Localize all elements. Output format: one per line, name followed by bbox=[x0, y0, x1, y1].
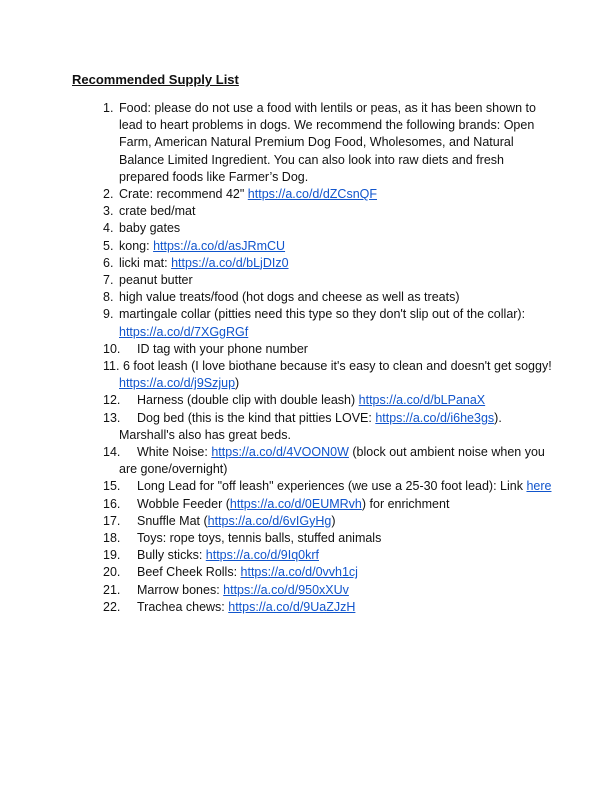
item-text: kong: bbox=[119, 238, 154, 253]
item-text: Long Lead for "off leash" experiences (we use a 25-30 foot lead): Link bbox=[137, 479, 527, 494]
list-item bbox=[72, 306, 552, 340]
item-number: 11. bbox=[103, 359, 120, 374]
list-item bbox=[72, 513, 552, 530]
item-text: Crate: recommend 42" bbox=[119, 187, 248, 202]
list-item bbox=[72, 547, 552, 564]
item-link[interactable]: https://a.co/d/0EUMRvh bbox=[229, 496, 362, 511]
item-link[interactable]: https://a.co/d/asJRmCU bbox=[153, 238, 286, 253]
item-text: Trachea chews: bbox=[137, 599, 229, 614]
item-number: 1. bbox=[103, 101, 114, 115]
item-number: 21. bbox=[103, 582, 121, 597]
item-text: high value treats/food (hot dogs and cheese as well as treats) bbox=[119, 290, 460, 305]
item-link[interactable]: https://a.co/d/9Iq0krf bbox=[205, 548, 320, 563]
item-link[interactable]: https://a.co/d/9UaZJzH bbox=[228, 599, 356, 614]
list-item bbox=[72, 100, 552, 186]
item-number: 3. bbox=[103, 204, 114, 219]
list-item bbox=[72, 255, 552, 272]
item-number: 9. bbox=[103, 307, 114, 322]
item-link[interactable]: https://a.co/d/4VOON0W bbox=[211, 445, 349, 460]
item-link[interactable]: here bbox=[526, 479, 552, 494]
item-number: 10. bbox=[103, 341, 121, 356]
item-number: 8. bbox=[103, 290, 114, 305]
list-item bbox=[72, 220, 552, 237]
item-text: ID tag with your phone number bbox=[137, 341, 308, 356]
item-number: 4. bbox=[103, 221, 114, 236]
list-item bbox=[72, 496, 552, 513]
item-number: 2. bbox=[103, 187, 114, 202]
item-text: White Noise: bbox=[137, 445, 212, 460]
item-number: 12. bbox=[103, 393, 121, 408]
item-number: 18. bbox=[103, 531, 121, 546]
item-number: 15. bbox=[103, 479, 121, 494]
item-text: 6 foot leash (I love biothane because it's easy to clean and doesn't get soggy! bbox=[123, 359, 552, 374]
item-link[interactable]: https://a.co/d/6vIGyHg bbox=[207, 513, 332, 528]
list-item bbox=[72, 272, 552, 289]
item-text-after: ) bbox=[235, 376, 240, 391]
item-number: 14. bbox=[103, 445, 121, 460]
item-text: Food: please do not use a food with lentils or peas, as it has been shown to lead to heart problems in dogs. We recommend the following brands: Open Farm, American Natural Premium Dog Food, Wholesomes, and Natural Balance Limited Ingredient. You can also look into raw diets and fresh prepared foods like Farmer’s Dog. bbox=[119, 101, 536, 184]
list-item bbox=[72, 341, 552, 358]
list-item bbox=[72, 599, 552, 616]
item-text: Bully sticks: bbox=[137, 548, 206, 563]
list-item bbox=[72, 289, 552, 306]
item-text: Marrow bones: bbox=[137, 582, 224, 597]
item-text: peanut butter bbox=[119, 273, 193, 288]
item-link[interactable]: https://a.co/d/bLjDIz0 bbox=[171, 255, 289, 270]
list-item bbox=[72, 238, 552, 255]
list-item bbox=[72, 410, 552, 444]
item-text: martingale collar (pitties need this type so they don't slip out of the collar): bbox=[119, 307, 526, 322]
list-item bbox=[72, 203, 552, 220]
item-number: 22. bbox=[103, 599, 121, 614]
item-number: 16. bbox=[103, 496, 121, 511]
list-item bbox=[72, 530, 552, 547]
item-text: Toys: rope toys, tennis balls, stuffed animals bbox=[137, 531, 382, 546]
item-text-after: ). Marshall's also has great beds. bbox=[119, 410, 502, 442]
list-item bbox=[72, 444, 552, 478]
item-number: 7. bbox=[103, 273, 114, 288]
item-text: Snuffle Mat ( bbox=[137, 513, 208, 528]
item-text: Wobble Feeder ( bbox=[137, 496, 230, 511]
list-item bbox=[72, 186, 552, 203]
item-link[interactable]: https://a.co/d/i6he3gs bbox=[375, 410, 495, 425]
item-text: baby gates bbox=[119, 221, 181, 236]
item-link[interactable]: https://a.co/d/0vvh1cj bbox=[240, 565, 358, 580]
list-item bbox=[72, 582, 552, 599]
item-text-after: ) for enrichment bbox=[361, 496, 450, 511]
list-item bbox=[72, 392, 552, 409]
item-link[interactable]: https://a.co/d/7XGgRGf bbox=[119, 324, 249, 339]
supply-list bbox=[72, 100, 552, 616]
item-link[interactable]: https://a.co/d/bLPanaX bbox=[358, 393, 486, 408]
item-number: 17. bbox=[103, 513, 121, 528]
item-number: 20. bbox=[103, 565, 121, 580]
item-link[interactable]: https://a.co/d/dZCsnQF bbox=[247, 187, 378, 202]
item-text: licki mat: bbox=[119, 255, 172, 270]
item-text: crate bed/mat bbox=[119, 204, 196, 219]
item-number: 6. bbox=[103, 255, 114, 270]
item-number: 5. bbox=[103, 238, 114, 253]
item-text: Harness (double clip with double leash) bbox=[137, 393, 359, 408]
item-text: Dog bed (this is the kind that pitties LOVE: bbox=[137, 410, 376, 425]
item-number: 19. bbox=[103, 548, 121, 563]
list-item bbox=[72, 478, 552, 495]
item-number: 13. bbox=[103, 410, 121, 425]
list-item bbox=[72, 564, 552, 581]
item-link[interactable]: https://a.co/d/950xXUv bbox=[223, 582, 349, 597]
item-text-after: ) bbox=[331, 513, 336, 528]
list-item bbox=[72, 358, 552, 392]
item-text-after: (block out ambient noise when you are gone/overnight) bbox=[119, 445, 545, 477]
item-text: Beef Cheek Rolls: bbox=[137, 565, 241, 580]
document-title: Recommended Supply List bbox=[72, 72, 239, 87]
item-link[interactable]: https://a.co/d/j9Szjup bbox=[119, 376, 236, 391]
